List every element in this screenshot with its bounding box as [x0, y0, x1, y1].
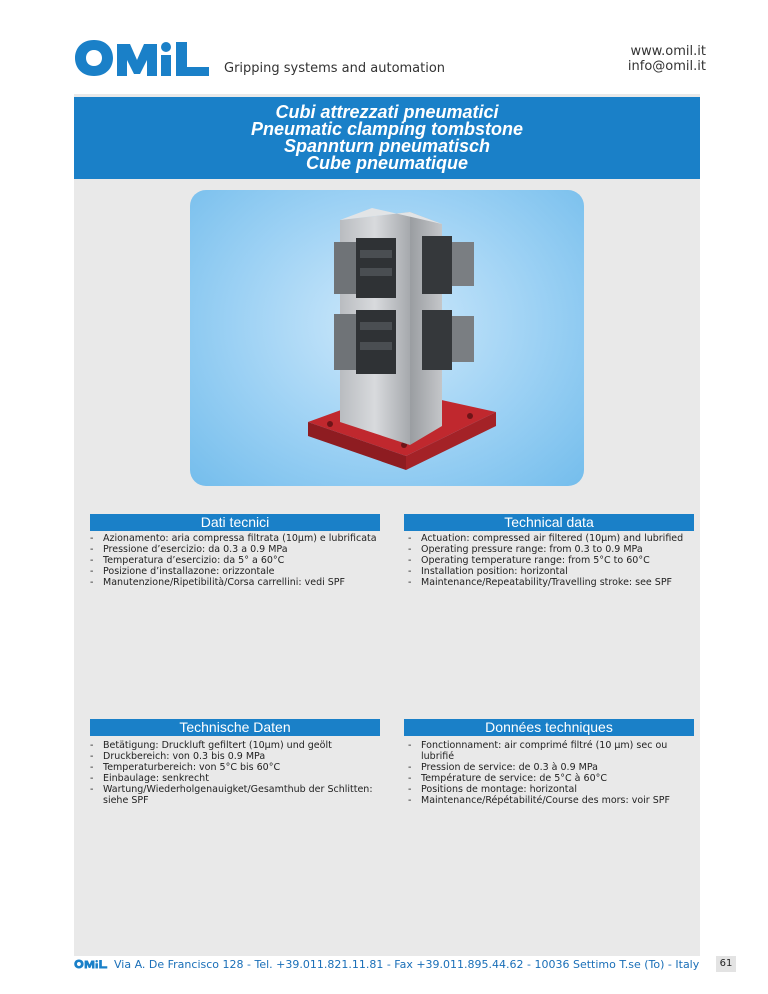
list-item: - Posizione d’installazone: orizzontale: [90, 566, 382, 577]
vise-front-bottom: [334, 310, 396, 374]
list-item: - Wartung/Wiederholgenauigket/Gesamthub der Schlitten: siehe SPF: [90, 784, 382, 806]
section-heading-de: Technische Daten: [90, 719, 380, 736]
vise-side-bottom: [422, 310, 474, 370]
title-line-en: Pneumatic clamping tombstone: [250, 119, 524, 139]
section-heading-en: Technical data: [404, 514, 694, 531]
omil-logo: [74, 38, 220, 78]
list-item: - Positions de montage: horizontal: [408, 784, 700, 795]
list-item: - Maintenance/Repeatability/Travelling stroke: see SPF: [408, 577, 700, 588]
section-heading-it: Dati tecnici: [90, 514, 380, 531]
title-line-de: Spannturn pneumatisch: [283, 136, 490, 156]
tagline: Gripping systems and automation: [224, 61, 446, 76]
vise-front-top: [334, 238, 396, 298]
title-line-it: Cubi attrezzati pneumatici: [275, 102, 499, 122]
list-item: - Maintenance/Répétabilité/Course des mors: voir SPF: [408, 795, 700, 806]
tombstone-illustration: [190, 190, 584, 486]
list-item: - Pressione d’esercizio: da 0.3 a 0.9 MPa: [90, 544, 382, 555]
page-header: [0, 0, 768, 90]
vise-side-top: [422, 236, 474, 294]
product-photo: [190, 190, 584, 486]
footer-address: Via A. De Francisco 128 - Tel. +39.011.821.11.81 - Fax +39.011.895.44.62 - 10036 Settimo T.se (To) - Italy: [114, 957, 700, 971]
list-item: - Druckbereich: von 0.3 bis 0.9 MPa: [90, 751, 382, 762]
list-item: - Manutenzione/Ripetibilità/Corsa carrellini: vedi SPF: [90, 577, 382, 588]
email-link[interactable]: info@omil.it: [627, 59, 706, 74]
title-banner: [74, 97, 700, 179]
contact-block: [628, 44, 706, 74]
section-heading-fr: Données techniques: [404, 719, 694, 736]
list-item: - Installation position: horizontal: [408, 566, 700, 577]
omil-footer-logo: [74, 958, 110, 970]
list-item: - Operating pressure range: from 0.3 to 0.9 MPa: [408, 544, 700, 555]
page-number: 61: [716, 956, 736, 972]
spec-list-de: [90, 740, 382, 806]
list-item: - Betätigung: Druckluft gefiltert (10µm) und geölt: [90, 740, 382, 751]
spec-list-fr: [408, 740, 700, 806]
list-item: - Fonctionnament: air comprimé filtré (10 µm) sec ou lubrifié: [408, 740, 700, 762]
list-item: - Température de service: de 5°C à 60°C: [408, 773, 700, 784]
list-item: - Actuation: compressed air filtered (10µm) and lubrified: [408, 533, 700, 544]
list-item: - Operating temperature range: from 5°C to 60°C: [408, 555, 700, 566]
list-item: - Temperaturbereich: von 5°C bis 60°C: [90, 762, 382, 773]
spec-list-en: [408, 533, 700, 588]
spec-list-it: [90, 533, 382, 588]
list-item: - Azionamento: aria compressa filtrata (10µm) e lubrificata: [90, 533, 382, 544]
website-link[interactable]: www.omil.it: [630, 44, 706, 59]
list-item: - Einbaulage: senkrecht: [90, 773, 382, 784]
list-item: - Pression de service: de 0.3 à 0.9 MPa: [408, 762, 700, 773]
title-line-fr: Cube pneumatique: [305, 153, 468, 173]
page-footer: [74, 956, 700, 972]
list-item: - Temperatura d’esercizio: da 5° a 60°C: [90, 555, 382, 566]
